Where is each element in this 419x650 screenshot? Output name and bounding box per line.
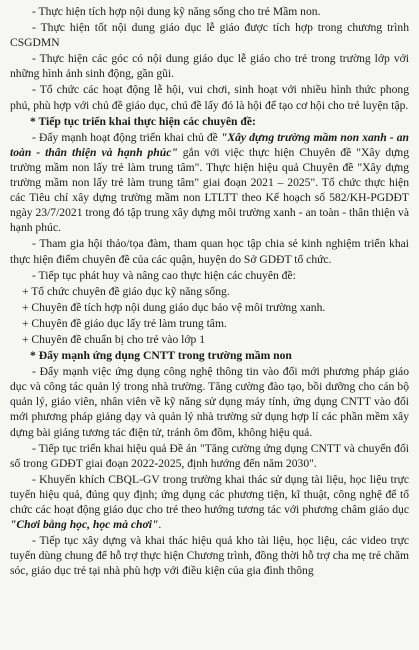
text-run: - Tiếp tục phát huy và nâng cao thực hiện các chuyên đề:	[32, 268, 296, 282]
list-item	[10, 316, 409, 331]
text-run: - Đẩy mạnh việc ứng dụng công nghệ thông tin vào đổi mới phương pháp giáo dục và công tác quản lý trong nhà trường. Tăng cường đào tạo, bồi dưỡng cho cán bộ quản lý, giáo viên, nhân viên về kỹ năng sử dụng máy tính, ứng dụng CNTT vào đổi mới phương pháp giảng dạy và quản lý nhà trường sử dụng hợp lí các phần mềm xây dựng bài giảng tương tác điện tử, tránh ôm đồm, không hiệu quả.	[10, 365, 409, 439]
text-run: - Thực hiện tốt nội dung giáo dục lễ giáo được tích hợp trong chương trình CSGDMN	[10, 21, 409, 50]
emphasis-text: "Chơi bằng học, học mà chơi"	[10, 518, 159, 532]
text-run: - Tổ chức các hoạt động lễ hội, vui chơi, sinh hoạt với nhiều hình thức phong phú, phù hợp với chủ đề giáo dục, chú đề lấy đó là hội để tạo cơ hội cho trẻ luyện tập.	[10, 83, 409, 112]
emphasis-text: "Xây dựng trường mầm non xanh - an toàn - thân thiện và hạnh phúc"	[10, 130, 409, 159]
emphasis-text: * Đẩy mạnh ứng dụng CNTT trong trường mầm non	[30, 349, 292, 363]
text-run: + Chuyên đề tích hợp nội dung giáo dục bảo vệ môi trường xanh.	[22, 300, 326, 314]
paragraph	[10, 364, 409, 439]
paragraph	[10, 441, 409, 471]
paragraph	[10, 82, 409, 112]
text-run: + Chuyên đề giáo dục lấy trẻ làm trung tâm.	[22, 316, 227, 330]
text-run: - Tham gia hội thảo/tọa đàm, tham quan học tập chia sẻ kinh nghiệm triển khai thực hiện điểm chuyên đề của các quận, huyện do Sở GDĐT tổ chức.	[10, 237, 409, 266]
paragraph	[10, 51, 409, 81]
paragraph	[10, 268, 409, 283]
paragraph	[10, 533, 409, 578]
text-run: - Tiếp tục triển khai hiệu quả Đề án "Tăng cường ứng dụng CNTT và chuyển đổi số trong GDĐT giai đoạn 2022-2025, định hướng đến năm 2030".	[10, 441, 409, 470]
paragraph	[10, 472, 409, 532]
paragraph	[10, 4, 409, 19]
text-run: gắn với việc thực hiện Chuyên đề "Xây dựng trường mầm non lấy trẻ làm trung tâm". Thực hiện hiệu quả Chuyên đề "Xây dựng trường mầm non lấy trẻ làm trung tâm" giai đoạn 2021 – 2025". Tổ chức thực hiện các Tiêu chí xây dựng trường mầm non LTLTT theo Kế hoạch số 582/KH-PGDĐT ngày 23/7/2021 trong đó tập trung xây dựng môi trường xanh - an toàn - thân thiện và hạnh phúc.	[10, 145, 409, 235]
list-item	[10, 284, 409, 299]
list-item	[10, 332, 409, 347]
text-run: + Chuyên đề chuẩn bị cho trẻ vào lớp 1	[22, 332, 205, 346]
text-run: - Thực hiện các góc có nội dung giáo dục lễ giáo cho trẻ trong trường lớp với những hình ảnh sinh động, gần gũi.	[10, 52, 409, 81]
text-run: + Tổ chức chuyên đề giáo dục kỹ năng sống.	[22, 284, 230, 298]
section-heading	[10, 114, 409, 129]
paragraph	[10, 20, 409, 50]
text-run: - Khuyến khích CBQL-GV trong trường khai thác sử dụng tài liệu, học liệu trực tuyến hiệu quả, đúng quy định; ứng dụng các phương tiện, kĩ thuật, công nghệ để tổ chức các hoạt động giáo dục cho trẻ theo hướng tương tác với phương châm giáo dục	[10, 472, 409, 516]
emphasis-text: * Tiếp tục triển khai thực hiện các chuyên đề:	[30, 114, 256, 128]
text-run: - Thực hiện tích hợp nội dung kỹ năng sống cho trẻ Mầm non.	[32, 5, 321, 18]
paragraph	[10, 236, 409, 266]
text-run: - Tiếp tục xây dựng và khai thác hiệu quả kho tài liệu, học liệu, các video trực tuyến dùng chung để hỗ trợ thực hiện Chương trình, đồng thời hỗ trợ cha mẹ trẻ chăm sóc, giáo dục trẻ tại nhà phù hợp với điều kiện của gia đình thông	[10, 534, 409, 578]
section-heading	[10, 348, 409, 363]
list-item	[10, 300, 409, 315]
paragraph	[10, 130, 409, 236]
text-run: - Đẩy mạnh hoạt động triển khai chủ đề	[32, 130, 221, 144]
text-run: .	[158, 518, 162, 532]
